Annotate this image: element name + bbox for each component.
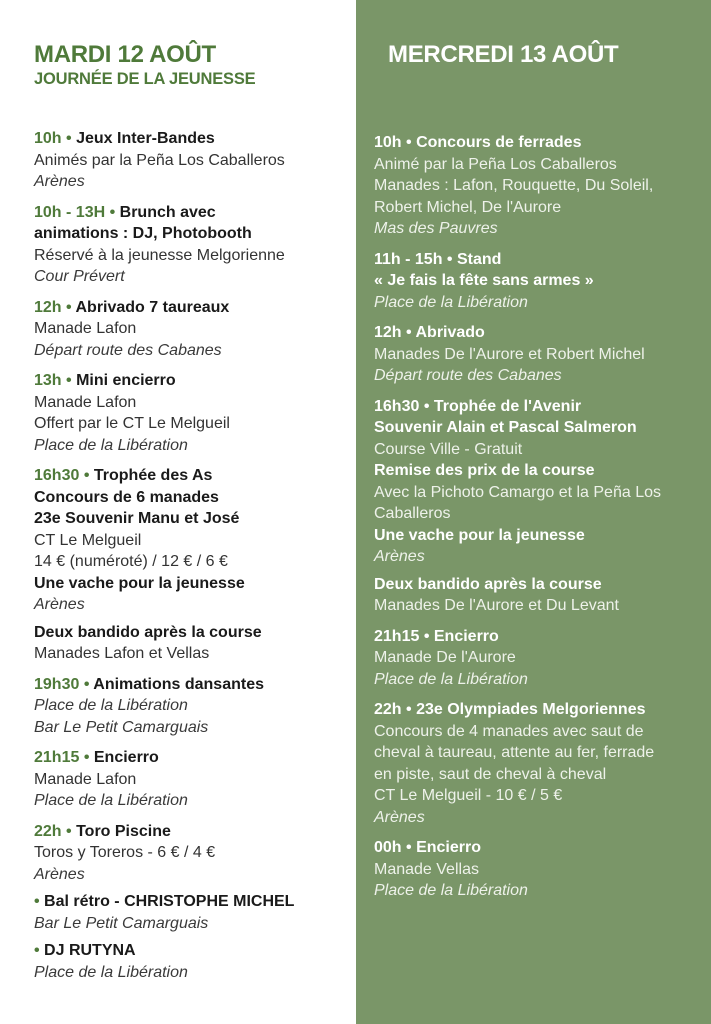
event-item: 12h • Abrivado 7 taureaux Manade Lafon Départ route des Cabanes [34, 297, 356, 362]
event-desc: Manades De l'Aurore et Robert Michel [374, 345, 645, 363]
event-title: Abrivado 7 taureaux [75, 298, 230, 316]
event-title-cont: animations : DJ, Photobooth [34, 225, 252, 242]
event-desc: Concours de 4 manades avec saut de [374, 722, 644, 740]
bullet: • [34, 942, 45, 959]
event-place: Place de la Libération [374, 882, 528, 899]
event-desc: Réservé à la jeunesse Melgorienne [34, 246, 285, 264]
event-desc: CT Le Melgueil [34, 531, 142, 549]
event-item: 16h30 • Trophée des As Concours de 6 manades 23e Souvenir Manu et José CT Le Melgueil 14 € (numéroté) / 12 € / 6 € Une vache pour la jeunesse Arènes [34, 465, 356, 616]
event-item: 10h - 13H • Brunch avec animations : DJ, Photobooth Réservé à la jeunesse Melgorienne Cour Prévert [34, 202, 356, 288]
event-extra-title: Une vache pour la jeunesse [34, 574, 245, 592]
event-desc: Toros y Toreros - 6 € / 4 € [34, 844, 216, 861]
event-place: Arènes [374, 548, 425, 565]
event-time: 12h [374, 324, 402, 341]
event-time: 10h [34, 130, 62, 147]
event-time: 16h30 [374, 397, 420, 415]
event-desc: Animé par la Peña Los Caballeros [374, 155, 617, 173]
event-title: Encierro [93, 749, 159, 766]
event-item: 11h - 15h • Stand « Je fais la fête sans armes » Place de la Libération [374, 249, 711, 314]
event-title-cont: Souvenir Alain et Pascal Salmeron [374, 419, 637, 436]
event-title: Abrivado [415, 324, 485, 341]
event-desc: Manade De l'Aurore [374, 649, 516, 666]
event-title: Deux bandido après la course [34, 623, 262, 641]
event-place: Place de la Libération [374, 670, 528, 688]
event-desc: Manade Vellas [374, 860, 479, 878]
event-item: 13h • Mini encierro Manade Lafon Offert par le CT Le Melgueil Place de la Libération [34, 370, 356, 456]
event-extra-title: Remise des prix de la course [374, 462, 595, 479]
event-desc: Manades De l'Aurore et Du Levant [374, 597, 619, 614]
event-time: 10h - 13H [34, 203, 106, 221]
event-item: 22h • 23e Olympiades Melgoriennes Concours de 4 manades avec saut de cheval à taureau, attente au fer, ferrade en piste, saut de cheval à cheval CT Le Melgueil - 10 € / 5 € Arènes [374, 699, 711, 828]
event-list [374, 132, 711, 902]
event-place: Place de la Libération [34, 697, 188, 714]
event-place: Mas des Pauvres [374, 220, 498, 237]
event-place: Place de la Libération [34, 436, 188, 454]
event-desc: Manade Lafon [34, 320, 137, 337]
event-desc: Avec la Pichoto Camargo et la Peña Los [374, 483, 661, 501]
event-desc: Course Ville - Gratuit [374, 440, 523, 458]
event-title: Animations dansantes [93, 675, 264, 693]
event-desc: Manade Lafon [34, 770, 137, 788]
event-item: 21h15 • Encierro Manade Lafon Place de la Libération [34, 747, 356, 812]
event-place: Arènes [34, 173, 85, 190]
event-time: 22h [374, 701, 402, 718]
event-place: Départ route des Cabanes [374, 367, 562, 384]
event-place: Place de la Libération [34, 963, 188, 981]
event-desc: 14 € (numéroté) / 12 € / 6 € [34, 553, 228, 570]
event-item: 16h30 • Trophée de l'Avenir Souvenir Alain et Pascal Salmeron Course Ville - Gratuit Remise des prix de la course Avec la Pichoto Camargo et la Peña Los Caballeros Une vache pour la jeunesse Arènes [374, 396, 711, 568]
event-item [34, 940, 356, 983]
event-desc: Manade Lafon [34, 393, 137, 411]
event-place: Arènes [34, 865, 85, 883]
day-title: MARDI 12 AOÛT [34, 41, 216, 68]
event-title: Stand [456, 250, 502, 268]
event-desc: Manades Lafon et Vellas [34, 645, 210, 662]
event-title: Trophée de l'Avenir [433, 397, 582, 415]
event-place: Départ route des Cabanes [34, 341, 222, 359]
event-time: 22h [34, 822, 62, 840]
event-item [34, 891, 356, 934]
event-desc: Caballeros [374, 505, 451, 522]
event-time: 13h [34, 372, 62, 389]
event-place: Arènes [34, 596, 85, 613]
event-title: Encierro [416, 839, 481, 856]
event-desc: CT Le Melgueil - 10 € / 5 € [374, 787, 563, 804]
event-item: 12h • Abrivado Manades De l'Aurore et Robert Michel Départ route des Cabanes [374, 322, 711, 387]
event-title: Trophée des As [93, 467, 213, 484]
event-title: Mini encierro [76, 372, 176, 389]
event-desc: Manades : Lafon, Rouquette, Du Soleil, [374, 177, 654, 194]
event-item: 19h30 • Animations dansantes Place de la Libération Bar Le Petit Camarguais [34, 674, 356, 739]
event-title: Deux bandido après la course [374, 575, 602, 593]
event-place: Arènes [374, 808, 425, 826]
event-extra-title: Une vache pour la jeunesse [374, 526, 585, 544]
event-item: 10h • Jeux Inter-Bandes Animés par la Peña Los Caballeros Arènes [34, 128, 356, 193]
event-place: Place de la Libération [374, 293, 528, 311]
event-time: 16h30 [34, 467, 80, 484]
event-time: 00h [374, 839, 402, 856]
event-title: Jeux Inter-Bandes [76, 130, 215, 147]
event-title: Encierro [433, 627, 499, 645]
event-place: Bar Le Petit Camarguais [34, 718, 209, 736]
event-title: Toro Piscine [76, 822, 171, 840]
event-title-cont: 23e Souvenir Manu et José [34, 510, 240, 527]
event-title: 23e Olympiades Melgoriennes [416, 701, 646, 718]
event-place: Cour Prévert [34, 268, 125, 285]
event-desc: Offert par le CT Le Melgueil [34, 415, 230, 432]
day-title: MERCREDI 13 AOÛT [388, 41, 619, 68]
event-item: 00h • Encierro Manade Vellas Place de la Libération [374, 837, 711, 902]
event-time: 19h30 [34, 675, 80, 693]
event-item [34, 622, 356, 665]
event-item: 22h • Toro Piscine Toros y Toreros - 6 € / 4 € Arènes [34, 821, 356, 886]
event-title: DJ RUTYNA [44, 942, 136, 959]
event-title: Brunch avec [119, 203, 216, 221]
event-time: 12h [34, 298, 62, 316]
event-desc: cheval à taureau, attente au fer, ferrade [374, 744, 655, 761]
event-desc: Robert Michel, De l'Aurore [374, 198, 562, 216]
event-list [34, 128, 356, 983]
day-column-wednesday [356, 0, 711, 1024]
event-time: 21h15 [374, 627, 420, 645]
event-time: 21h15 [34, 749, 80, 766]
event-item: 21h15 • Encierro Manade De l'Aurore Place de la Libération [374, 626, 711, 691]
event-time: 10h [374, 134, 402, 151]
event-title-cont: « Je fais la fête sans armes » [374, 272, 594, 289]
event-item: 10h • Concours de ferrades Animé par la Peña Los Caballeros Manades : Lafon, Rouquette, Du Soleil, Robert Michel, De l'Aurore Mas des Pauvres [374, 132, 711, 240]
event-desc: en piste, saut de cheval à cheval [374, 765, 607, 783]
event-place: Place de la Libération [34, 792, 188, 809]
event-desc: Animés par la Peña Los Caballeros [34, 151, 285, 169]
event-title: Concours de ferrades [416, 134, 582, 151]
event-place: Bar Le Petit Camarguais [34, 914, 209, 932]
event-item [374, 574, 711, 617]
event-title: Bal rétro - CHRISTOPHE MICHEL [44, 893, 295, 910]
bullet: • [34, 893, 45, 910]
event-time: 11h - 15h [374, 250, 443, 268]
event-title-cont: Concours de 6 manades [34, 488, 219, 506]
day-subtitle: JOURNÉE DE LA JEUNESSE [34, 70, 256, 88]
